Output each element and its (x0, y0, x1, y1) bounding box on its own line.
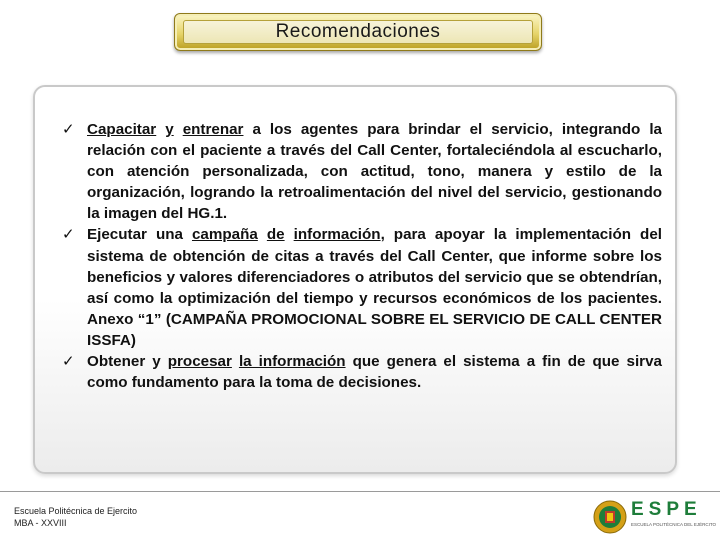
recommendation-text (87, 226, 662, 348)
recommendation-item (62, 351, 662, 393)
text-run: Obtener y (87, 353, 168, 371)
footer (14, 505, 137, 529)
underlined-text: y (165, 121, 174, 138)
underlined-text: la información (238, 353, 346, 371)
recommendation-item (62, 119, 662, 224)
slide-title: Recomendaciones (275, 21, 441, 42)
logo-brand: ESPE (631, 499, 702, 520)
text-run (258, 226, 267, 243)
check-icon: ✓ (62, 353, 75, 371)
espe-crest-icon (593, 497, 627, 537)
footer-institution: Escuela Politécnica de Ejercito (14, 506, 138, 516)
underlined-text: procesar (167, 353, 232, 371)
recommendation-item (62, 224, 662, 351)
recommendation-text (87, 353, 662, 391)
check-icon: ✓ (62, 121, 75, 138)
footer-divider (0, 491, 720, 492)
text-run: Ejecutar una (87, 226, 192, 244)
text-run (156, 121, 165, 138)
title-banner (174, 13, 542, 51)
underlined-text: de (266, 226, 285, 244)
text-run (232, 353, 239, 370)
text-run: a los agentes para brindar el servicio, integrando la relación con el paciente a través del Call Center, fortaleciéndola al escucharlo, con atención personalizada, con actitud, tono, manera y estilo de la organización, logrando la retroalimentación del nivel del servicio, gestionando la imagen del HG.1. (87, 121, 662, 223)
espe-logo (593, 497, 717, 537)
underlined-text: campaña (191, 226, 258, 244)
underlined-text: entrenar (182, 121, 244, 138)
text-run (285, 226, 294, 243)
text-run: que genera el sistema a fin de que sirva como fundamento para la toma de decisiones. (87, 353, 662, 392)
recommendation-text (87, 121, 662, 222)
recommendation-list (62, 119, 662, 393)
logo-subtitle: ESCUELA POLITÉCNICA DEL EJÉRCITO (631, 522, 717, 527)
text-run (174, 121, 183, 138)
check-icon: ✓ (62, 226, 75, 244)
underlined-text: Capacitar (87, 121, 157, 138)
footer-program: MBA - XXVIII (14, 518, 67, 528)
text-run: , para apoyar la implementación del sistema de obtención de citas a través del Call Center, que informe sobre los beneficios y valores diferenciadores o atributos del servicio que se obtendrían, así como la optimización del tiempo y recursos económicos de los pacientes. Anexo “1” (CAMPAÑA PROMOCIONAL SOBRE EL SERVICIO DE CALL CENTER ISSFA) (87, 226, 662, 349)
underlined-text: información (293, 226, 381, 244)
